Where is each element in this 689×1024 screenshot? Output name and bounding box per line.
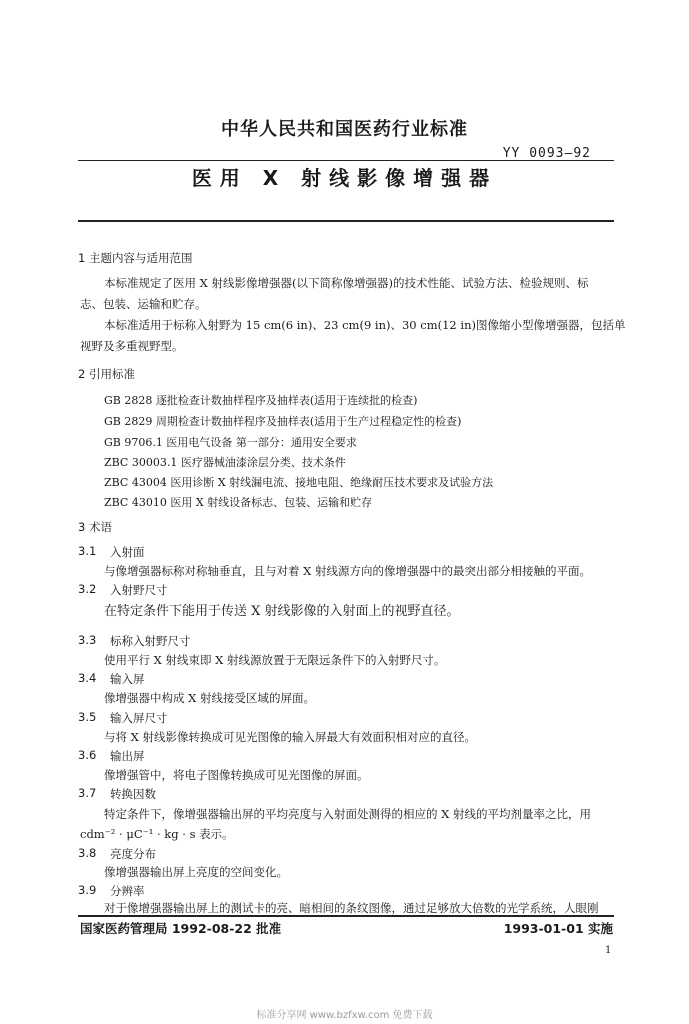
reference-item: GB 9706.1 医用电气设备 第一部分：通用安全要求 — [104, 436, 357, 449]
term-definition: 特定条件下，像增强器输出屏的平均亮度与入射面处测得的相应的 X 射线的平均剂量率之比，用 — [104, 807, 591, 821]
term-definition: 像增强管中，将电子图像转换成可见光图像的屏面。 — [104, 768, 369, 782]
term-name: 标称入射野尺寸 — [110, 634, 191, 648]
section-1-paragraph-1-line-1: 本标准规定了医用 X 射线影像增强器(以下简称像增强器)的技术性能、试验方法、检验规则、标 — [104, 276, 589, 290]
title-rule — [78, 220, 614, 222]
term-definition: 在特定条件下能用于传送 X 射线影像的入射面上的视野直径。 — [104, 604, 460, 619]
term-number: 3.1 — [78, 544, 97, 558]
term-name: 输入屏尺寸 — [110, 711, 168, 725]
term-definition: 与像增强器标称对称轴垂直，且与对着 X 射线源方向的像增强器中的最突出部分相接触的平面。 — [104, 564, 591, 578]
reference-item: ZBC 43004 医用诊断 X 射线漏电流、接地电阻、绝缘耐压技术要求及试验方法 — [104, 476, 494, 489]
section-1-paragraph-2-line-2: 视野及多重视野型。 — [80, 339, 184, 353]
term-number: 3.7 — [78, 786, 97, 800]
term-name: 亮度分布 — [110, 847, 156, 861]
term-definition: cdm⁻² · μC⁻¹ · kg · s 表示。 — [80, 827, 234, 841]
term-number: 3.4 — [78, 671, 97, 685]
org-title: 中华人民共和国医药行业标准 — [221, 119, 468, 140]
term-number: 3.6 — [78, 748, 97, 762]
footer-rule — [78, 915, 614, 917]
term-number: 3.2 — [78, 582, 97, 596]
approval-line: 国家医药管理局 1992-08-22 批准 — [80, 921, 282, 936]
term-name: 输出屏 — [110, 749, 145, 763]
section-1-paragraph-1-line-2: 志、包装、运输和贮存。 — [80, 297, 207, 311]
term-name: 输入屏 — [110, 672, 145, 686]
reference-item: ZBC 30003.1 医疗器械油漆涂层分类、技术条件 — [104, 456, 346, 469]
term-number: 3.9 — [78, 883, 97, 897]
term-name: 分辨率 — [110, 884, 145, 898]
term-number: 3.5 — [78, 710, 97, 724]
reference-item: GB 2828 逐批检查计数抽样程序及抽样表(适用于连续批的检查) — [104, 394, 418, 407]
term-name: 入射面 — [110, 545, 145, 559]
section-2-heading: 2 引用标准 — [78, 367, 135, 381]
term-number: 3.3 — [78, 633, 97, 647]
section-3-heading: 3 术语 — [78, 520, 112, 534]
term-definition: 像增强器输出屏上亮度的空间变化。 — [104, 865, 288, 879]
term-name: 入射野尺寸 — [110, 583, 168, 597]
reference-item: GB 2829 周期检查计数抽样程序及抽样表(适用于生产过程稳定性的检查) — [104, 415, 462, 428]
term-name: 转换因数 — [110, 787, 156, 801]
section-1-heading: 1 主题内容与适用范围 — [78, 251, 193, 265]
header-rule — [78, 160, 614, 161]
page-number: 1 — [605, 945, 612, 956]
section-1-paragraph-2-line-1: 本标准适用于标称入射野为 15 cm(6 in)、23 cm(9 in)、30 cm(12 in)图像缩小型像增强器，包括单 — [104, 318, 626, 332]
term-definition: 对于像增强器输出屏上的测试卡的亮、暗相间的条纹图像，通过足够放大倍数的光学系统，人眼刚 — [104, 901, 599, 915]
document-title: 医用 X 射线影像增强器 — [191, 166, 498, 190]
standard-number: YY 0093—92 — [502, 146, 591, 161]
term-definition: 与将 X 射线影像转换成可见光图像的输入屏最大有效面积相对应的直径。 — [104, 730, 476, 744]
term-definition: 使用平行 X 射线束即 X 射线源放置于无限远条件下的入射野尺寸。 — [104, 653, 446, 667]
reference-item: ZBC 43010 医用 X 射线设备标志、包装、运输和贮存 — [104, 496, 373, 509]
term-definition: 像增强器中构成 X 射线接受区域的屏面。 — [104, 691, 315, 705]
effective-date: 1993-01-01 实施 — [503, 921, 613, 936]
watermark-text: 标准分享网 www.bzfxw.com 免费下载 — [256, 1010, 433, 1021]
term-number: 3.8 — [78, 846, 97, 860]
